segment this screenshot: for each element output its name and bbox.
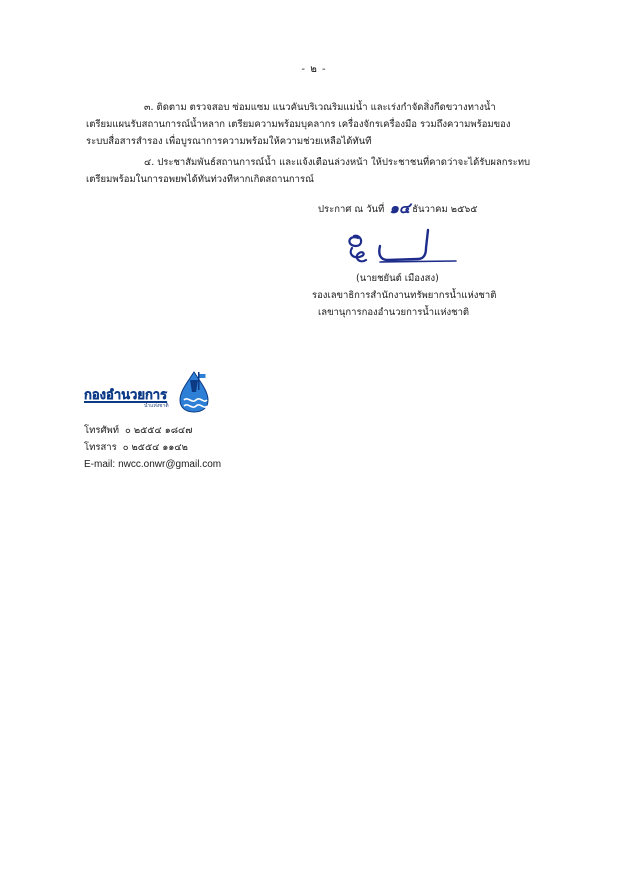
paragraph-4-line-1: ๔. ประชาสัมพันธ์สถานการณ์น้ำ และแจ้งเตือนล่วงหน้า ให้ประชาชนที่คาดว่าจะได้รับผลกระทบ (144, 157, 531, 168)
paragraph-item-3 (86, 99, 552, 150)
signatory-name: (นายชยันต์ เมืองสง) (356, 273, 439, 284)
announcement-date (318, 195, 477, 219)
logo-subtext: น้ำแห่งชาติ (144, 403, 169, 409)
announcement-month-year: ธันวาคม ๒๕๖๕ (412, 204, 478, 215)
fax-value: ๐ ๒๕๕๔ ๑๑๔๒ (122, 442, 188, 453)
paragraph-item-4 (86, 154, 552, 188)
signatory-position-2: เลขานุการกองอำนวยการน้ำแห่งชาติ (318, 307, 470, 318)
announcement-prefix: ประกาศ ณ วันที่ (318, 204, 385, 215)
paragraph-3-line-1: ๓. ติดตาม ตรวจสอบ ซ่อมแซม แนวคันบริเวณริมแม่น้ำ และเร่งกำจัดสิ่งกีดขวางทางน้ำ (144, 102, 496, 113)
paragraph-4-line-2: เตรียมพร้อมในการอพยพได้ทันท่วงทีหากเกิดสถานการณ์ (86, 174, 314, 185)
contact-fax (84, 439, 188, 456)
telephone-value: ๐ ๒๕๕๔ ๑๘๔๗ (125, 425, 193, 436)
water-drop-logo-icon (176, 370, 212, 414)
email-label: E-mail: (84, 459, 116, 470)
contact-telephone (84, 422, 192, 439)
contact-email (84, 456, 221, 473)
page-number: - ๒ - (301, 64, 327, 75)
telephone-label: โทรศัพท์ (84, 425, 120, 436)
paragraph-3-line-2: เตรียมแผนรับสถานการณ์น้ำหลาก เตรียมความพร้อมบุคลากร เครื่องจักรเครื่องมือ รวมถึงความพร้อมของ (86, 119, 511, 130)
paragraph-3-line-3: ระบบสื่อสารสำรอง เพื่อบูรณาการความพร้อมให้ความช่วยเหลือได้ทันที (86, 136, 372, 147)
handwritten-signature (340, 224, 460, 272)
signatory-position-1: รองเลขาธิการสำนักงานทรัพยากรน้ำแห่งชาติ (312, 290, 497, 301)
organization-logo (84, 372, 214, 416)
announcement-day: ๑๔ (389, 199, 411, 217)
fax-label: โทรสาร (84, 442, 117, 453)
logo-text: กองอำนวยการ (84, 388, 168, 403)
email-value[interactable]: nwcc.onwr@gmail.com (118, 459, 222, 470)
